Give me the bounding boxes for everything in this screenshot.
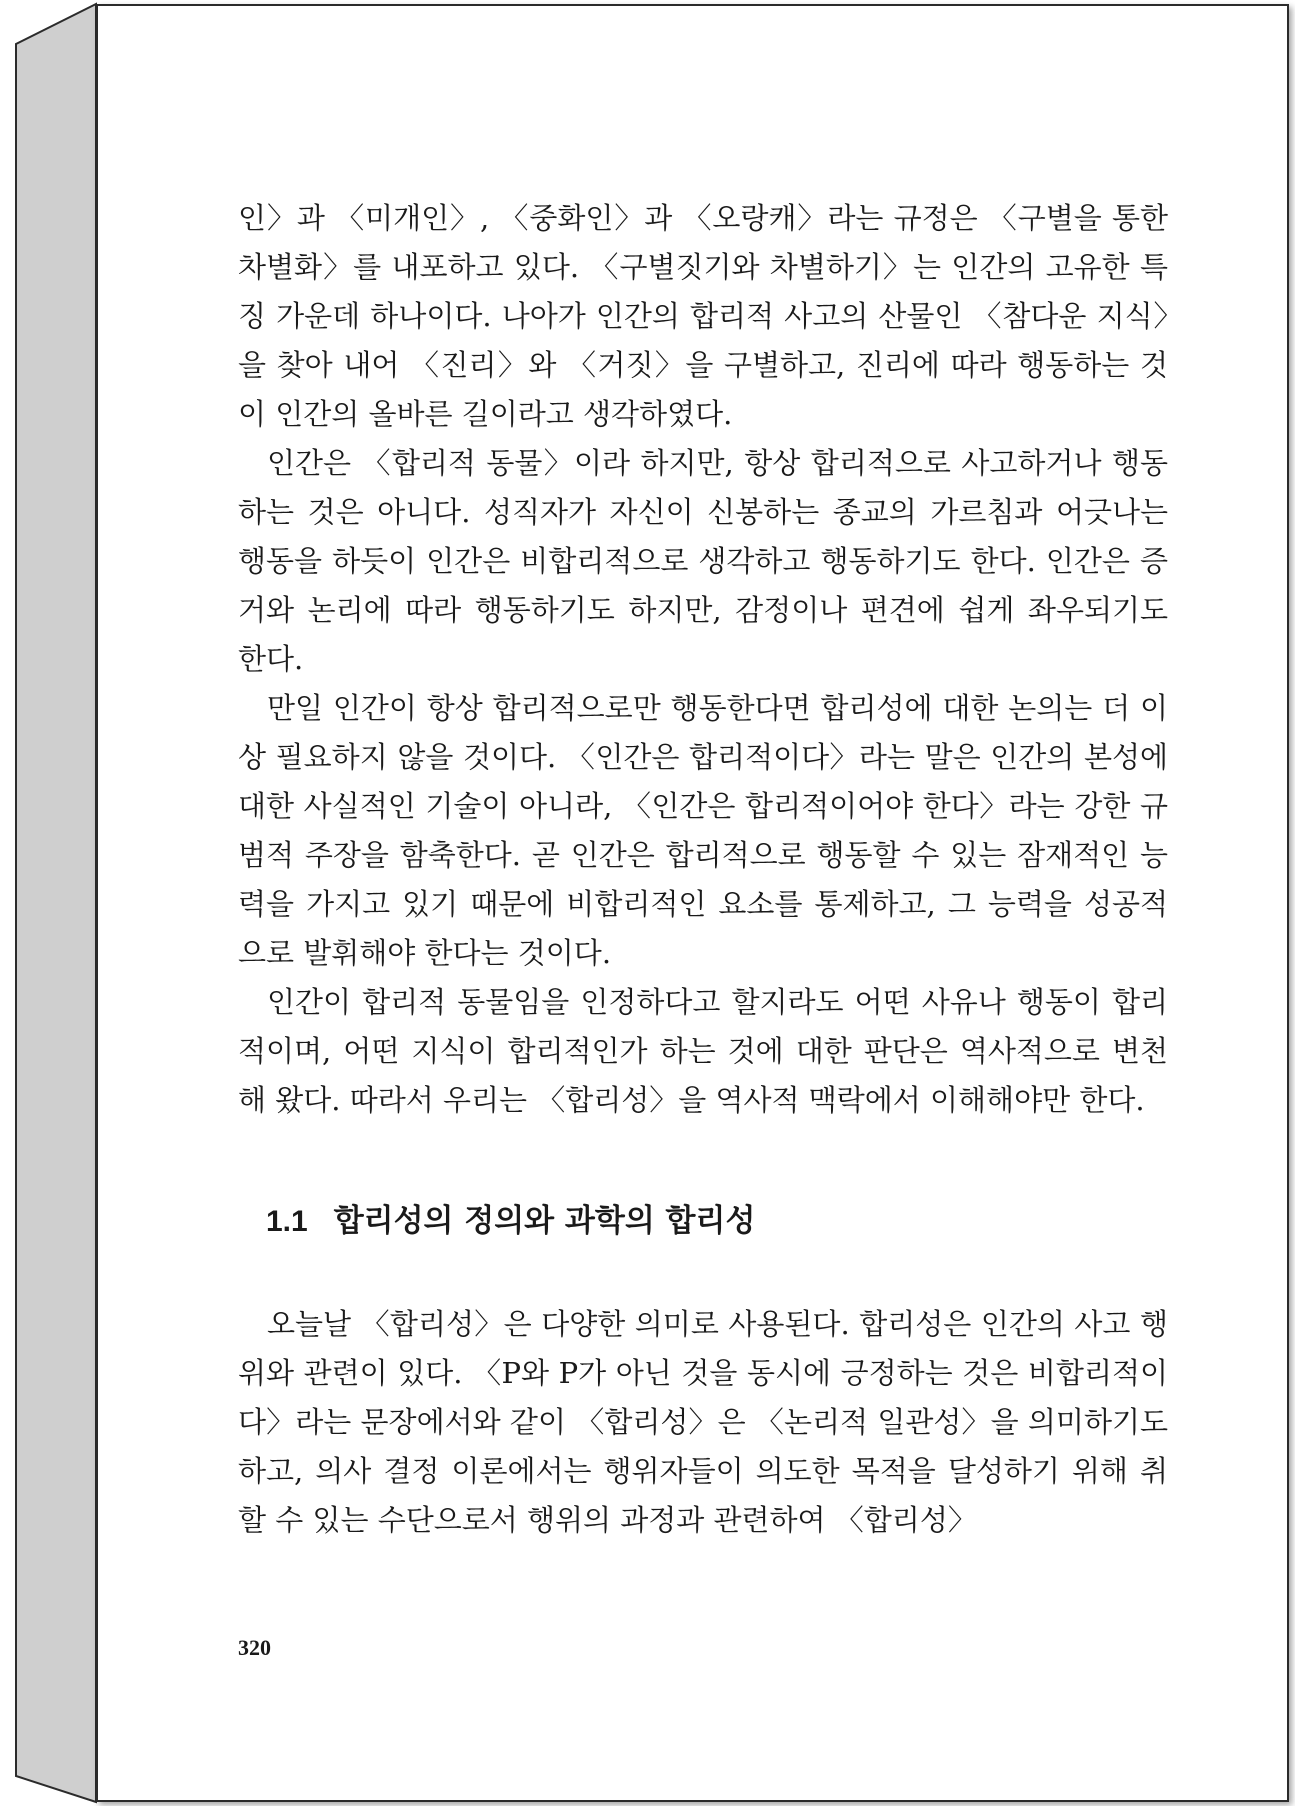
page-number: 320 <box>238 1635 271 1660</box>
paragraph-4: 인간이 합리적 동물임을 인정하다고 할지라도 어떤 사유나 행동이 합리적이며, 어떤 지식이 합리적인가 하는 것에 대한 판단은 역사적으로 변천해 왔다. 따라서 우리는 〈합리성〉을 역사적 맥락에서 이해해야만 한다. <box>238 985 1168 1117</box>
book-spine-face <box>16 4 96 1802</box>
paragraph-5: 오늘날 〈합리성〉은 다양한 의미로 사용된다. 합리성은 인간의 사고 행위와 관련이 있다. 〈P와 P가 아닌 것을 동시에 긍정하는 것은 비합리적이다〉라는 문장에서와 같이 〈합리성〉은 〈논리적 일관성〉을 의미하기도 하고, 의사 결정 이론에서는 행위자들이 의도한 목적을 달성하기 위해 취할 수 있는 수단으로서 행위의 과정과 관련하여 〈합리성〉 <box>238 1307 1168 1537</box>
book-page <box>96 4 1289 1802</box>
section-title: 합리성의 정의와 과학의 합리성 <box>333 1203 756 1239</box>
paragraph-3: 만일 인간이 항상 합리적으로만 행동한다면 합리성에 대한 논의는 더 이상 필요하지 않을 것이다. 〈인간은 합리적이다〉라는 말은 인간의 본성에 대한 사실적인 기술이 아니라, 〈인간은 합리적이어야 한다〉라는 강한 규범적 주장을 함축한다. 곧 인간은 합리적으로 행동할 수 있는 잠재적인 능력을 가지고 있기 때문에 비합리적인 요소를 통제하고, 그 능력을 성공적으로 발휘해야 한다는 것이다. <box>238 691 1168 970</box>
paragraph-2: 인간은 〈합리적 동물〉이라 하지만, 항상 합리적으로 사고하거나 행동하는 것은 아니다. 성직자가 자신이 신봉하는 종교의 가르침과 어긋나는 행동을 하듯이 인간은 비합리적으로 생각하고 행동하기도 한다. 인간은 증거와 논리에 따라 행동하기도 하지만, 감정이나 편견에 쉽게 좌우되기도 한다. <box>238 446 1168 676</box>
page-body <box>238 194 1168 1545</box>
paragraph-1: 인〉과 〈미개인〉, 〈중화인〉과 〈오랑캐〉라는 규정은 〈구별을 통한 차별화〉를 내포하고 있다. 〈구별짓기와 차별하기〉는 인간의 고유한 특징 가운데 하나이다. 나아가 인간의 합리적 사고의 산물인 〈참다운 지식〉을 찾아 내어 〈진리〉와 〈거짓〉을 구별하고, 진리에 따라 행동하는 것이 인간의 올바른 길이라고 생각하였다. <box>238 201 1168 431</box>
section-number: 1.1 <box>266 1205 308 1238</box>
section-heading <box>238 1201 1168 1242</box>
